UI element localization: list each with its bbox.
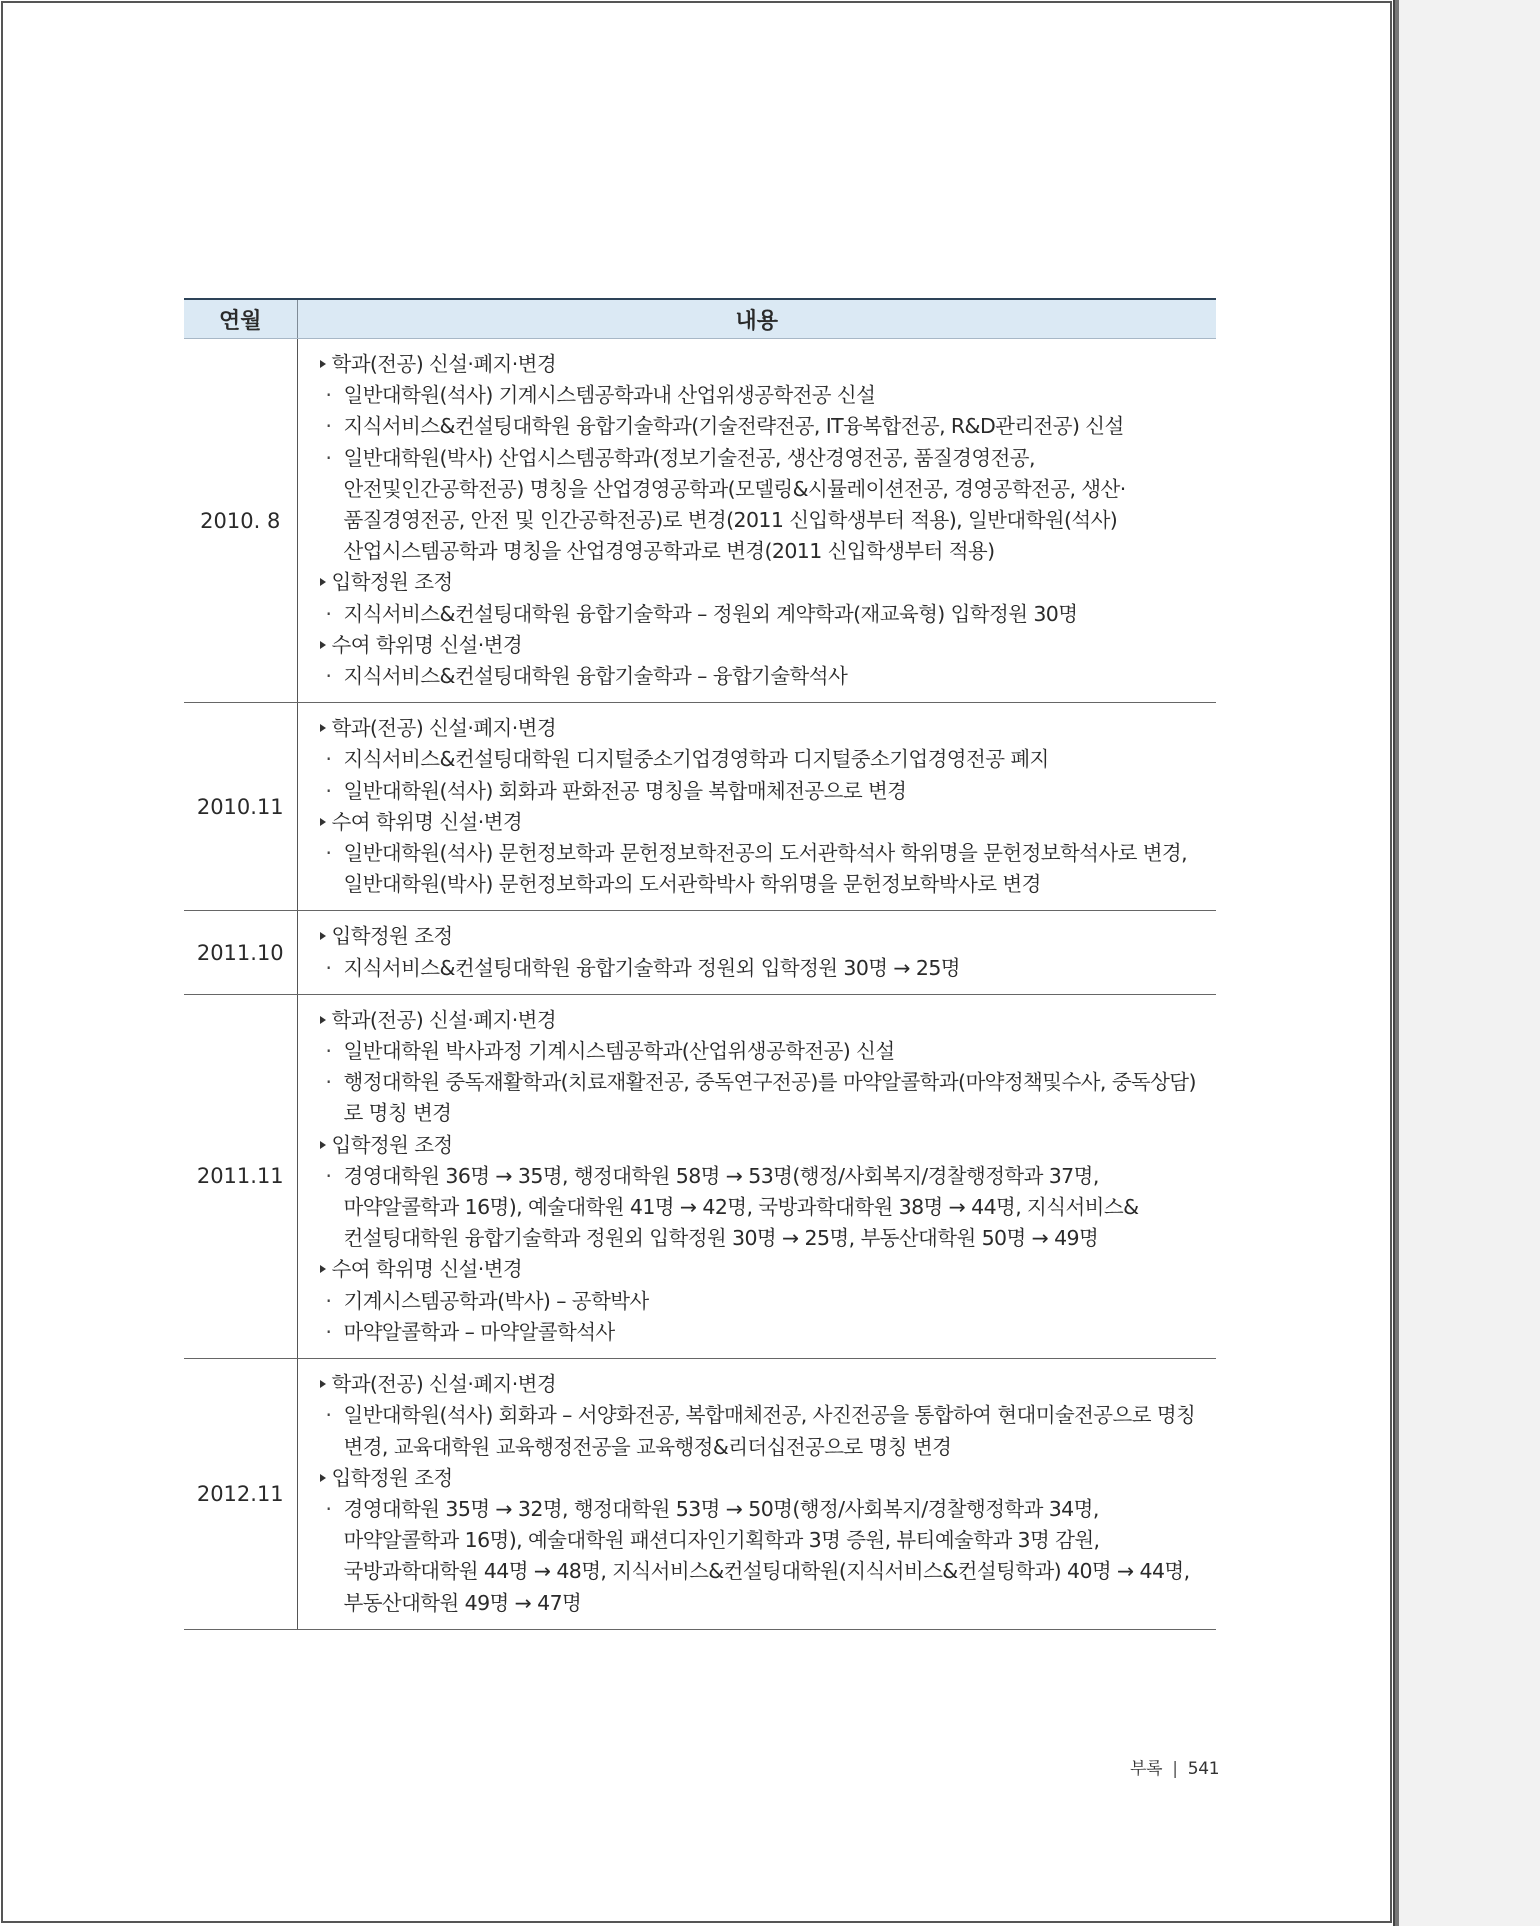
- list-item: [318, 1067, 1207, 1098]
- line-text: 일반대학원(석사) 문헌정보학과 문헌정보학전공의 도서관학석사 학위명을 문헌정보학석사로 변경,: [343, 841, 1188, 866]
- line-text: 일반대학원(석사) 회화과 – 서양화전공, 복합매체전공, 사진전공을 통합하여 현대미술전공으로 명칭: [343, 1403, 1196, 1428]
- line-text: 지식서비스&컨설팅대학원 융합기술학과 정원외 입학정원 30명 → 25명: [343, 955, 961, 980]
- list-item-continuation: [318, 474, 1207, 505]
- table-row: [184, 1359, 1216, 1630]
- table-body: [184, 339, 1216, 1630]
- list-item: [318, 1286, 1207, 1317]
- line-text: 안전및인간공학전공) 명칭을 산업경영공학과(모델링&시뮬레이션전공, 경영공학전공, 생산·: [343, 476, 1126, 501]
- list-item: [318, 744, 1207, 775]
- header-date: 연월: [184, 299, 297, 339]
- line-text: 입학정원 조정: [331, 1465, 453, 1490]
- category-heading: [318, 921, 1207, 952]
- line-text: 품질경영전공, 안전 및 인간공학전공)로 변경(2011 신입학생부터 적용), 일반대학원(석사): [343, 508, 1118, 533]
- list-item-continuation: [318, 1098, 1207, 1129]
- triangle-bullet-icon: [320, 1265, 326, 1273]
- category-heading: [318, 630, 1207, 661]
- triangle-bullet-icon: [320, 1474, 326, 1482]
- dot-bullet-icon: ·: [325, 841, 332, 866]
- list-item-continuation: [318, 1223, 1207, 1254]
- list-item: [318, 599, 1207, 630]
- row-date: 2011.11: [184, 994, 297, 1358]
- list-item: [318, 661, 1207, 692]
- line-text: 변경, 교육대학원 교육행정전공을 교육행정&리더십전공으로 명칭 변경: [343, 1434, 952, 1459]
- dot-bullet-icon: ·: [325, 1039, 332, 1064]
- line-text: 일반대학원(박사) 산업시스템공학과(정보기술전공, 생산경영전공, 품질경영전공,: [343, 445, 1035, 470]
- list-item-continuation: [318, 1432, 1207, 1463]
- list-item-continuation: [318, 1525, 1207, 1556]
- triangle-bullet-icon: [320, 1380, 326, 1388]
- triangle-bullet-icon: [320, 724, 326, 732]
- list-item: [318, 1317, 1207, 1348]
- dot-bullet-icon: ·: [325, 1070, 332, 1095]
- dot-bullet-icon: ·: [325, 414, 332, 439]
- line-text: 로 명칭 변경: [343, 1101, 452, 1126]
- table-row: [184, 339, 1216, 703]
- triangle-bullet-icon: [320, 1016, 326, 1024]
- table-header-row: [184, 299, 1216, 339]
- line-text: 학과(전공) 신설·폐지·변경: [331, 1372, 557, 1397]
- row-date: 2010.11: [184, 703, 297, 911]
- line-text: 지식서비스&컨설팅대학원 융합기술학과 – 융합기술학석사: [343, 664, 848, 689]
- row-content: [297, 994, 1216, 1358]
- line-text: 일반대학원(박사) 문헌정보학과의 도서관학박사 학위명을 문헌정보학박사로 변경: [343, 872, 1041, 897]
- line-text: 마약알콜학과 16명), 예술대학원 패션디자인기획학과 3명 증원, 뷰티예술학과 3명 감원,: [343, 1528, 1100, 1553]
- line-text: 지식서비스&컨설팅대학원 융합기술학과 – 정원외 계약학과(재교육형) 입학정원 30명: [343, 601, 1078, 626]
- line-text: 지식서비스&컨설팅대학원 디지털중소기업경영학과 디지털중소기업경영전공 폐지: [343, 747, 1049, 772]
- dot-bullet-icon: ·: [325, 1403, 332, 1428]
- list-item-continuation: [318, 869, 1207, 900]
- line-text: 입학정원 조정: [331, 924, 453, 949]
- line-text: 경영대학원 36명 → 35명, 행정대학원 58명 → 53명(행정/사회복지/경찰행정학과 37명,: [343, 1163, 1099, 1188]
- category-heading: [318, 713, 1207, 744]
- table-row: [184, 911, 1216, 994]
- list-item: [318, 838, 1207, 869]
- category-heading: [318, 1254, 1207, 1285]
- line-text: 컨설팅대학원 융합기술학과 정원외 입학정원 30명 → 25명, 부동산대학원 50명 → 49명: [343, 1226, 1099, 1251]
- header-content: 내용: [297, 299, 1216, 339]
- list-item-continuation: [318, 1588, 1207, 1619]
- dot-bullet-icon: ·: [325, 1319, 332, 1344]
- row-date: 2011.10: [184, 911, 297, 994]
- list-item: [318, 1161, 1207, 1192]
- line-text: 수여 학위명 신설·변경: [331, 1257, 523, 1282]
- table-row: [184, 994, 1216, 1358]
- line-text: 산업시스템공학과 명칭을 산업경영공학과로 변경(2011 신입학생부터 적용): [343, 539, 995, 564]
- line-text: 마약알콜학과 16명), 예술대학원 41명 → 42명, 국방과학대학원 38명 → 44명, 지식서비스&: [343, 1195, 1139, 1220]
- line-text: 행정대학원 중독재활학과(치료재활전공, 중독연구전공)를 마약알콜학과(마약정책및수사, 중독상담): [343, 1070, 1196, 1095]
- list-item: [318, 1494, 1207, 1525]
- footer-section: 부록: [1130, 1759, 1163, 1779]
- row-date: 2012.11: [184, 1359, 297, 1630]
- row-content: [297, 1359, 1216, 1630]
- dot-bullet-icon: ·: [325, 778, 332, 803]
- line-text: 입학정원 조정: [331, 1132, 453, 1157]
- line-text: 마약알콜학과 – 마약알콜학석사: [343, 1319, 615, 1344]
- row-content: [297, 339, 1216, 703]
- category-heading: [318, 1130, 1207, 1161]
- line-text: 일반대학원(석사) 회화과 판화전공 명칭을 복합매체전공으로 변경: [343, 778, 907, 803]
- history-table: [184, 298, 1216, 1630]
- list-item: [318, 1400, 1207, 1431]
- list-item: [318, 776, 1207, 807]
- triangle-bullet-icon: [320, 818, 326, 826]
- list-item-continuation: [318, 1556, 1207, 1587]
- viewer-side-panel: [1393, 0, 1540, 1926]
- row-content: [297, 703, 1216, 911]
- dot-bullet-icon: ·: [325, 664, 332, 689]
- footer-separator: |: [1172, 1759, 1178, 1779]
- category-heading: [318, 1005, 1207, 1036]
- line-text: 학과(전공) 신설·폐지·변경: [331, 352, 557, 376]
- line-text: 수여 학위명 신설·변경: [331, 632, 523, 657]
- line-text: 학과(전공) 신설·폐지·변경: [331, 716, 557, 741]
- dot-bullet-icon: ·: [325, 1496, 332, 1521]
- triangle-bullet-icon: [320, 641, 326, 649]
- category-heading: [318, 567, 1207, 598]
- category-heading: [318, 349, 1207, 380]
- line-text: 학과(전공) 신설·폐지·변경: [331, 1007, 557, 1032]
- line-text: 지식서비스&컨설팅대학원 융합기술학과(기술전략전공, IT융복합전공, R&D관리전공) 신설: [343, 414, 1124, 439]
- line-text: 기계시스템공학과(박사) – 공학박사: [343, 1288, 649, 1313]
- line-text: 일반대학원(석사) 기계시스템공학과내 산업위생공학전공 신설: [343, 383, 876, 408]
- list-item: [318, 953, 1207, 984]
- dot-bullet-icon: ·: [325, 601, 332, 626]
- page-footer: [1130, 1754, 1219, 1779]
- page-number: 541: [1187, 1759, 1220, 1779]
- dot-bullet-icon: ·: [325, 383, 332, 408]
- list-item: [318, 1036, 1207, 1067]
- line-text: 국방과학대학원 44명 → 48명, 지식서비스&컨설팅대학원(지식서비스&컨설팅학과) 40명 → 44명,: [343, 1559, 1190, 1584]
- list-item-continuation: [318, 536, 1207, 567]
- dot-bullet-icon: ·: [325, 1163, 332, 1188]
- line-text: 부동산대학원 49명 → 47명: [343, 1590, 582, 1615]
- table-row: [184, 703, 1216, 911]
- line-text: 입학정원 조정: [331, 570, 453, 595]
- line-text: 경영대학원 35명 → 32명, 행정대학원 53명 → 50명(행정/사회복지/경찰행정학과 34명,: [343, 1496, 1099, 1521]
- list-item-continuation: [318, 1192, 1207, 1223]
- triangle-bullet-icon: [320, 932, 326, 940]
- row-date: 2010. 8: [184, 339, 297, 703]
- triangle-bullet-icon: [320, 578, 326, 586]
- category-heading: [318, 1463, 1207, 1494]
- list-item: [318, 443, 1207, 474]
- list-item: [318, 380, 1207, 411]
- dot-bullet-icon: ·: [325, 747, 332, 772]
- row-content: [297, 911, 1216, 994]
- triangle-bullet-icon: [320, 1141, 326, 1149]
- list-item-continuation: [318, 505, 1207, 536]
- line-text: 수여 학위명 신설·변경: [331, 809, 523, 834]
- list-item: [318, 411, 1207, 442]
- dot-bullet-icon: ·: [325, 1288, 332, 1313]
- dot-bullet-icon: ·: [325, 445, 332, 470]
- triangle-bullet-icon: [320, 360, 326, 368]
- category-heading: [318, 807, 1207, 838]
- line-text: 일반대학원 박사과정 기계시스템공학과(산업위생공학전공) 신설: [343, 1039, 895, 1064]
- dot-bullet-icon: ·: [325, 955, 332, 980]
- category-heading: [318, 1369, 1207, 1400]
